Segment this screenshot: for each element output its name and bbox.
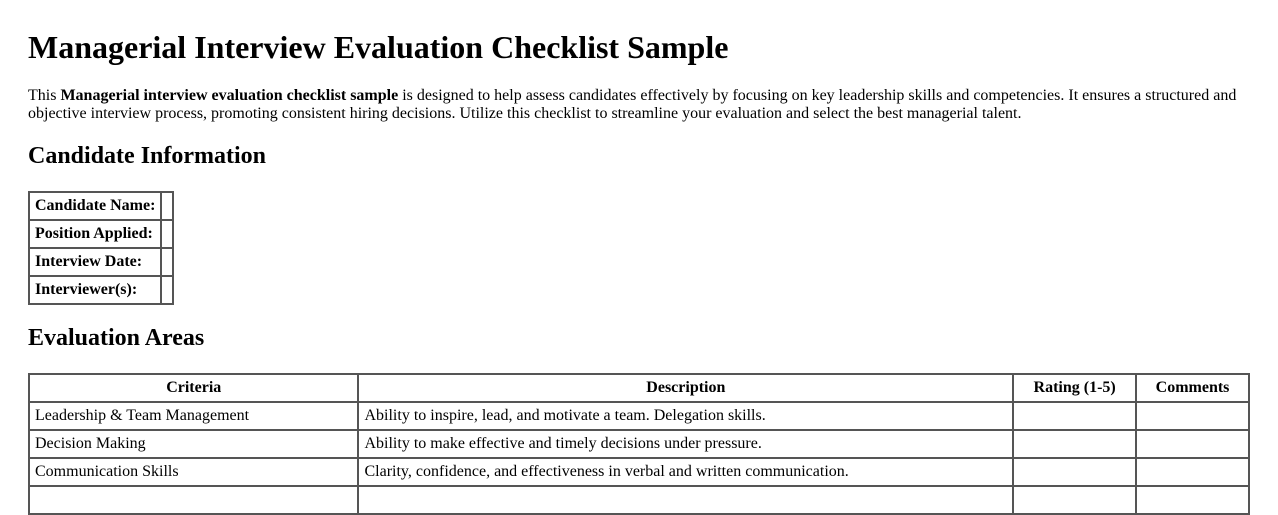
column-header-rating: Rating (1-5) bbox=[1013, 374, 1136, 402]
intro-bold-phrase: Managerial interview evaluation checklist sample bbox=[60, 87, 399, 104]
rating-cell[interactable] bbox=[1013, 430, 1136, 458]
criteria-cell: Decision Making bbox=[29, 430, 358, 458]
interviewers-field[interactable] bbox=[161, 276, 173, 304]
comments-cell[interactable] bbox=[1136, 486, 1249, 514]
criteria-cell: Communication Skills bbox=[29, 458, 358, 486]
evaluation-areas-heading: Evaluation Areas bbox=[28, 325, 205, 351]
description-cell bbox=[358, 486, 1013, 514]
intro-prefix: This bbox=[28, 87, 61, 104]
table-row bbox=[29, 220, 173, 248]
rating-cell[interactable] bbox=[1013, 458, 1136, 486]
interviewers-label: Interviewer(s): bbox=[29, 276, 161, 304]
intro-paragraph bbox=[28, 66, 1250, 123]
table-header-row bbox=[29, 374, 1249, 402]
table-row bbox=[29, 430, 1249, 458]
interview-date-field[interactable] bbox=[161, 248, 173, 276]
description-cell: Ability to inspire, lead, and motivate a team. Delegation skills. bbox=[358, 402, 1013, 430]
table-row bbox=[29, 276, 173, 304]
position-applied-field[interactable] bbox=[161, 220, 173, 248]
criteria-cell: Leadership & Team Management bbox=[29, 402, 358, 430]
column-header-criteria: Criteria bbox=[29, 374, 358, 402]
description-cell: Clarity, confidence, and effectiveness in verbal and written communication. bbox=[358, 458, 1013, 486]
rating-cell[interactable] bbox=[1013, 402, 1136, 430]
comments-cell[interactable] bbox=[1136, 430, 1249, 458]
comments-cell[interactable] bbox=[1136, 458, 1249, 486]
rating-cell[interactable] bbox=[1013, 486, 1136, 514]
page-title: Managerial Interview Evaluation Checklist Sample bbox=[28, 29, 729, 65]
position-applied-label: Position Applied: bbox=[29, 220, 161, 248]
table-row bbox=[29, 486, 1249, 514]
column-header-description: Description bbox=[358, 374, 1013, 402]
candidate-info-table bbox=[28, 191, 174, 305]
candidate-name-field[interactable] bbox=[161, 192, 173, 220]
table-row bbox=[29, 402, 1249, 430]
candidate-info-heading: Candidate Information bbox=[28, 143, 267, 169]
candidate-name-label: Candidate Name: bbox=[29, 192, 161, 220]
intro-suffix: is designed to help assess candidates effectively by focusing on key leadership skills and competencies. It ensures a structured and objective interview process, promoting consistent hiring decisions. Utilize this checklist to streamline your evaluation and select the best managerial talent. bbox=[28, 87, 1237, 122]
evaluation-table bbox=[28, 373, 1250, 515]
description-cell: Ability to make effective and timely decisions under pressure. bbox=[358, 430, 1013, 458]
table-row bbox=[29, 248, 173, 276]
table-row bbox=[29, 192, 173, 220]
table-row bbox=[29, 458, 1249, 486]
criteria-cell bbox=[29, 486, 358, 514]
column-header-comments: Comments bbox=[1136, 374, 1249, 402]
interview-date-label: Interview Date: bbox=[29, 248, 161, 276]
comments-cell[interactable] bbox=[1136, 402, 1249, 430]
